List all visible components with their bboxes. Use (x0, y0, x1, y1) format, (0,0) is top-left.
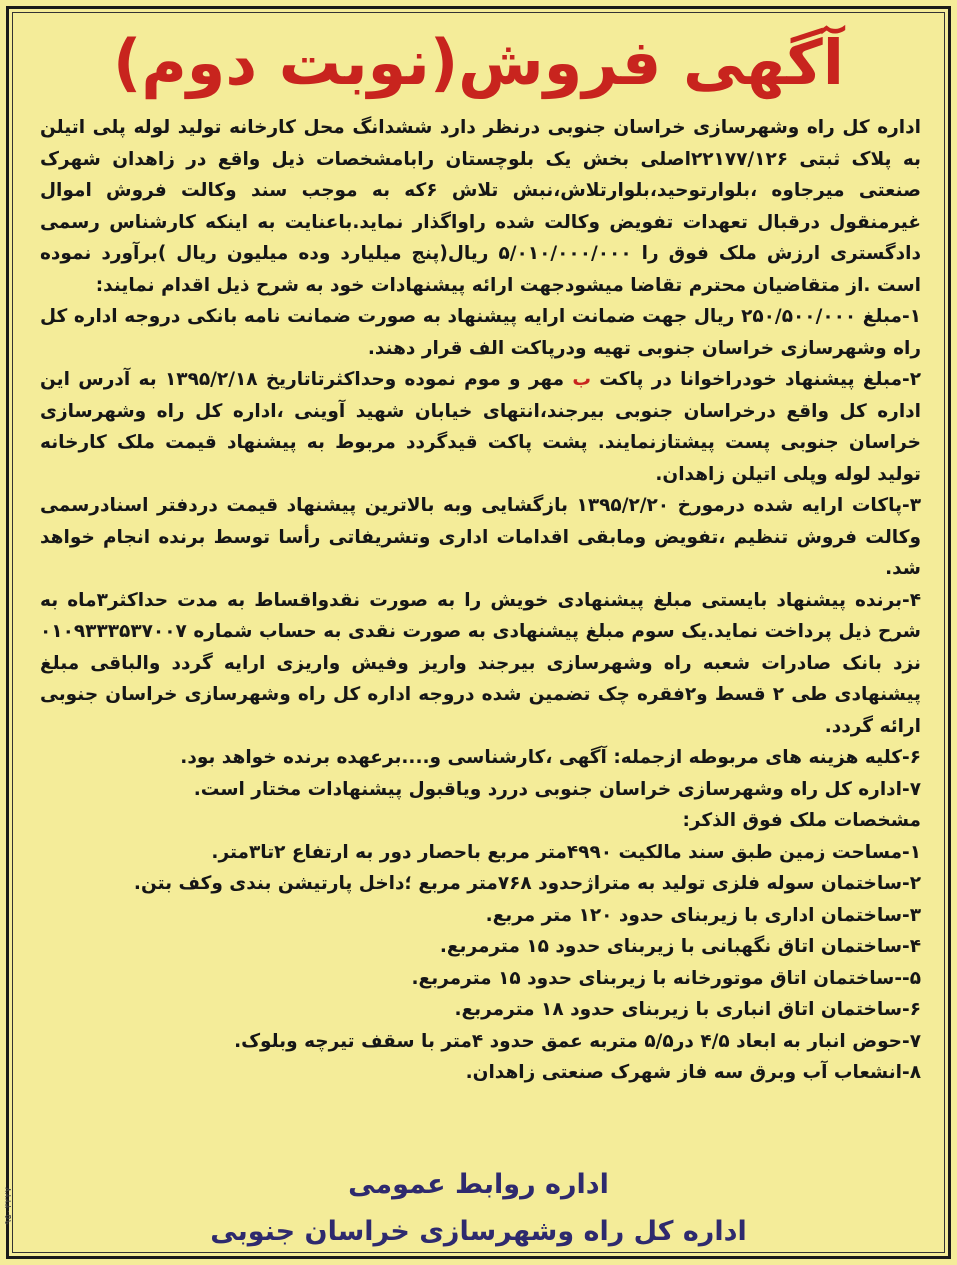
spec-item-7: ۷-حوض انبار به ابعاد ۴/۵ در۵/۵ متربه عمق حدود ۴متر با سقف تیرچه وبلوک. (234, 1030, 921, 1052)
condition-item-4: ۴-برنده پیشنهاد بایستی مبلغ پیشنهادی خویش را به صورت نقدواقساط به مدت حداکثر۳ماه به شرح ذیل پرداخت نماید.یک سوم مبلغ پیشنهادی به صورت نقدی به حساب شماره ۰۱۰۹۳۳۳۵۳۷۰۰۷ نزد بانک صادرات شعبه راه وشهرسازی بیرجند واریز وفیش واریزی ارایه گردد والباقی مبلغ پیشنهادی طی ۲ قسط و۲فقره چک تضمین شده دروجه اداره کل راه وشهرسازی خراسان جنوبی ارائه گردد. (40, 589, 922, 737)
spec-item-3: ۳-ساختمان اداری با زیربنای حدود ۱۲۰ متر مربع. (485, 904, 921, 926)
specs-list (40, 837, 921, 1089)
condition-item-1: ۱-مبلغ ۲۵۰/۵۰۰/۰۰۰ ریال جهت ضمانت ارایه پیشنهاد به صورت ضمانت نامه بانکی دروجه اداره کل راه وشهرسازی خراسان جنوبی تهیه ودرپاکت الف قرار دهند. (40, 306, 921, 359)
spec-item-6: ۶-ساختمان اتاق انباری با زیربنای حدود ۱۸ مترمربع. (454, 999, 921, 1020)
condition-item-6: ۶-کلیه هزینه های مربوطه ازجمله: آگهی ،کارشناسی و....برعهده برنده خواهد بود. (180, 747, 921, 768)
spec-item-8: ۸-انشعاب آب وبرق سه فاز شهرک صنعتی زاهدان. (465, 1062, 921, 1083)
spec-item-4: ۴-ساختمان اتاق نگهبانی با زیربنای حدود ۱۵ مترمربع. (439, 936, 921, 957)
specs-heading: مشخصات ملک فوق الذکر: (682, 810, 921, 831)
spec-item-1: ۱-مساحت زمین طبق سند مالکیت ۴۹۹۰متر مربع باحصار دور به ارتفاع ۲تا۳متر. (211, 841, 921, 863)
ad-title: آگهی فروش(نوبت دوم) (113, 26, 844, 99)
ad-body (40, 112, 921, 1089)
footer-department: اداره روابط عمومی (348, 1169, 609, 1200)
condition-item-3: ۳-پاکات ارایه شده درمورخ ۱۳۹۵/۲/۲۰ بازگشایی وبه بالاترین پیشنهاد قیمت دردفتر اسنادرسمی وکالت فروش تنظیم ،تفویض ومابقی اقدامات اداری وتشریفاتی رأسا توسط برنده انجام خواهد شد. (40, 495, 922, 579)
condition-item-2 (40, 364, 921, 490)
spec-item-2: ۲-ساختمان سوله فلزی تولید به متراژحدود ۷۶۸متر مربع ؛داخل پارتیشن بندی وکف بتن. (133, 873, 921, 894)
item2-text-start: ۲-مبلغ پیشنهاد خودراخوانا در پاکت (590, 369, 922, 390)
condition-item-7: ۷-اداره کل راه وشهرسازی خراسان جنوبی دررد وياقبول پیشنهادات مختار است. (193, 778, 921, 800)
intro-paragraph: اداره کل راه وشهرسازی خراسان جنوبی درنظر دارد ششدانگ محل کارخانه تولید لوله پلی اتیلن به پلاک ثبتی ۲۲۱۷۷/۱۲۶اصلی بخش یک بلوچستان رابامشخصات ذیل واقع در زاهدان شهرک صنعتی میرجاوه ،بلوارتوحید،بلوارتلاش،نبش تلاش ۶که به موجب سند وکالت فروش اموال غیرمنقول درقبال تعهدات تفویض وکالت شده راواگذار نماید.باعنایت به اینکه کارشناس رسمی دادگستری ارزش ملک فوق را ۵/۰۱۰/۰۰۰/۰۰۰ ریال(پنج میلیارد وده میلیون ریال )برآورد نموده است .از متقاضیان محترم تقاضا میشودجهت ارائه پیشنهادات خود به شرح ذیل اقدام نمایند: (40, 117, 922, 296)
footer-organization: اداره کل راه وشهرسازی خراسان جنوبی (210, 1216, 747, 1247)
envelope-b-letter: ب (572, 369, 591, 390)
item2-text-end: مهر و موم نموده وحداکثرتاتاریخ ۱۳۹۵/۲/۱۸ به آدرس این اداره کل واقع درخراسان جنوبی بیرجند،انتهای خیابان شهید آوینی ،اداره کل راه وشهرسازی خراسان جنوبی پست پیشتازنمایند. پشت پاکت قیدگردد مربوط به پیشنهاد قیمت ملک کارخانه تولید لوله وپلی اتیلن زاهدان. (40, 369, 921, 485)
spec-item-5: ۵--ساختمان اتاق موتورخانه با زیربنای حدود ۱۵ مترمربع. (411, 967, 921, 989)
side-code: ۹۵۰۳۲۲۷ (4, 1187, 14, 1225)
